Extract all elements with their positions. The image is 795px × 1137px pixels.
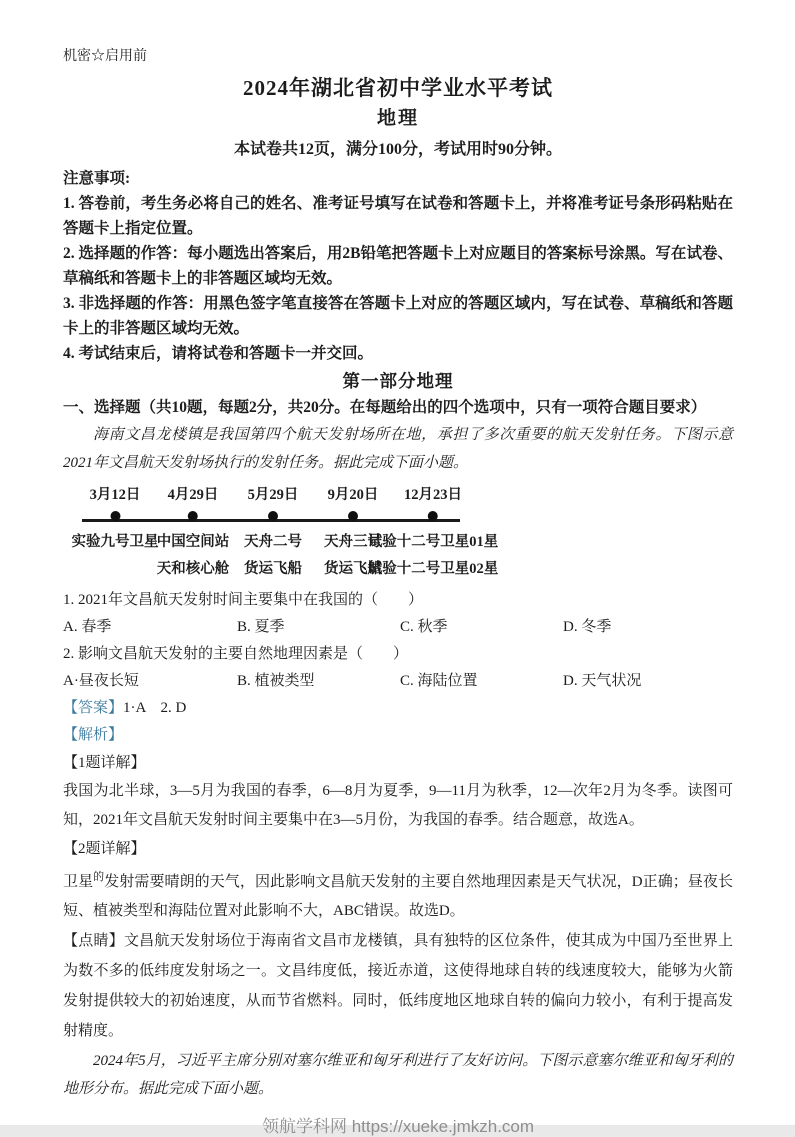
event-date: 3月12日	[89, 487, 141, 503]
event-date: 5月29日	[247, 487, 299, 503]
explanation-2-sup: 的	[93, 871, 105, 883]
question-2-options	[63, 668, 733, 695]
event-label: 天舟三号	[324, 534, 382, 550]
subject-title: 地理	[376, 108, 419, 129]
event-label: 天舟二号	[244, 534, 302, 550]
part-heading: 第一部分地理	[342, 371, 454, 391]
notice-heading: 注意事项:	[63, 170, 131, 187]
option-2c: C. 海陆位置	[400, 673, 478, 689]
timeline-event-3	[244, 483, 302, 583]
section-heading: 一、选择题（共10题，每题2分，共20分。在每题给出的四个选项中，只有一项符合题目要求）	[63, 399, 707, 416]
explanation-1-text: 我国为北半球，3—5月为我国的春季，6—8月为夏季，9—11月为秋季，12—次年2月为冬季。读图可知，2021年文昌航天发射时间主要集中在3—5月份，为我国的春季。结合题意，故选A。	[63, 783, 733, 828]
option-2d: D. 天气状况	[563, 673, 642, 689]
event-date: 4月29日	[167, 487, 219, 503]
exam-title: 2024年湖北省初中学业水平考试	[243, 76, 553, 100]
launch-timeline-figure	[63, 483, 733, 587]
classification-label: 机密☆启用前	[63, 49, 147, 64]
event-date: 12月23日	[404, 487, 462, 503]
event-label: 试验十二号卫星02星	[367, 561, 499, 577]
explanation-2-pre: 卫星	[63, 874, 94, 890]
event-label: 实验九号卫星	[71, 534, 159, 550]
timeline-event-1	[72, 483, 159, 556]
notice-item-2: 2. 选择题的作答：每小题选出答案后，用2B铅笔把答题卡上对应题目的答案标号涂黑。写在试卷、草稿纸和答题卡上的非答题区域均无效。	[63, 245, 733, 287]
event-dot-icon	[110, 511, 120, 521]
option-1b: B. 夏季	[237, 619, 285, 635]
explanation-2-rest: 发射需要晴朗的天气，因此影响文昌航天发射的主要自然地理因素是天气状况，D正确；昼夜长短、植被类型和海陆位置对此影响不大，ABC错误。故选D。	[63, 874, 733, 919]
footer-site-name: 领航学科网	[261, 1117, 347, 1136]
footer-watermark	[63, 1112, 733, 1137]
tip-paragraph	[63, 926, 733, 1046]
event-label: 试验十二号卫星01星	[367, 534, 499, 550]
event-date: 9月20日	[327, 487, 379, 503]
answer-values: 1·A 2. D	[123, 700, 187, 716]
tip-label: 【点睛】	[63, 933, 124, 949]
event-dot-icon	[428, 511, 438, 521]
option-2b: B. 植被类型	[237, 673, 315, 689]
timeline-event-2	[157, 483, 230, 583]
answer-label: 【答案】	[63, 700, 124, 716]
event-dot-icon	[268, 511, 278, 521]
footer-url-link[interactable]: https://xueke.jmkzh.com	[351, 1117, 535, 1136]
analysis-label: 【解析】	[63, 727, 124, 743]
event-dot-icon	[348, 511, 358, 521]
passage-launch-site: 海南文昌龙楼镇是我国第四个航天发射场所在地，承担了多次重要的航天发射任务。下图示意2021年文昌航天发射场执行的发射任务。据此完成下面小题。	[63, 427, 733, 471]
option-1a: A. 春季	[63, 619, 112, 635]
option-1d: D. 冬季	[563, 619, 612, 635]
event-label: 货运飞船	[324, 561, 382, 577]
exam-info: 本试卷共12页，满分100分，考试用时90分钟。	[233, 141, 562, 158]
event-label: 中国空间站	[156, 534, 230, 550]
timeline-event-5	[368, 483, 499, 583]
question-1-options	[63, 614, 733, 641]
explanation-2-text	[63, 863, 733, 926]
tip-text: 文昌航天发射场位于海南省文昌市龙楼镇，具有独特的区位条件，使其成为中国乃至世界上为数不多的低纬度发射场之一。文昌纬度低，接近赤道，这使得地球自转的线速度较大，能够为火箭发射提供较大的初始速度，从而节省燃料。同时，低纬度地区地球自转的偏向力较小，有利于提高发射精度。	[63, 933, 733, 1039]
notice-item-1: 1. 答卷前，考生务必将自己的姓名、准考证号填写在试卷和答题卡上，并将准考证号条形码粘贴在答题卡上指定位置。	[63, 195, 733, 237]
analysis-line	[63, 722, 733, 749]
event-label: 货运飞船	[244, 561, 302, 577]
notice-item-4: 4. 考试结束后，请将试卷和答题卡一并交回。	[63, 345, 374, 362]
answer-line	[63, 695, 733, 722]
notice-item-3: 3. 非选择题的作答：用黑色签字笔直接答在答题卡上对应的答题区域内，写在试卷、草稿纸和答题卡上的非答题区域均无效。	[63, 295, 733, 337]
option-1c: C. 秋季	[400, 619, 448, 635]
explanation-1-heading: 【1题详解】	[63, 755, 146, 771]
event-label: 天和核心舱	[156, 561, 230, 577]
event-dot-icon	[188, 511, 198, 521]
option-2a: A·昼夜长短	[63, 673, 139, 689]
question-1-text: 1. 2021年文昌航天发射时间主要集中在我国的（ ）	[63, 592, 424, 608]
passage-serbia-hungary: 2024年5月，习近平主席分别对塞尔维亚和匈牙利进行了友好访问。下图示意塞尔维亚和匈牙利的地形分布。据此完成下面小题。	[63, 1053, 733, 1097]
explanation-2-heading: 【2题详解】	[63, 841, 146, 857]
question-2-text: 2. 影响文昌航天发射的主要自然地理因素是（ ）	[63, 646, 409, 662]
